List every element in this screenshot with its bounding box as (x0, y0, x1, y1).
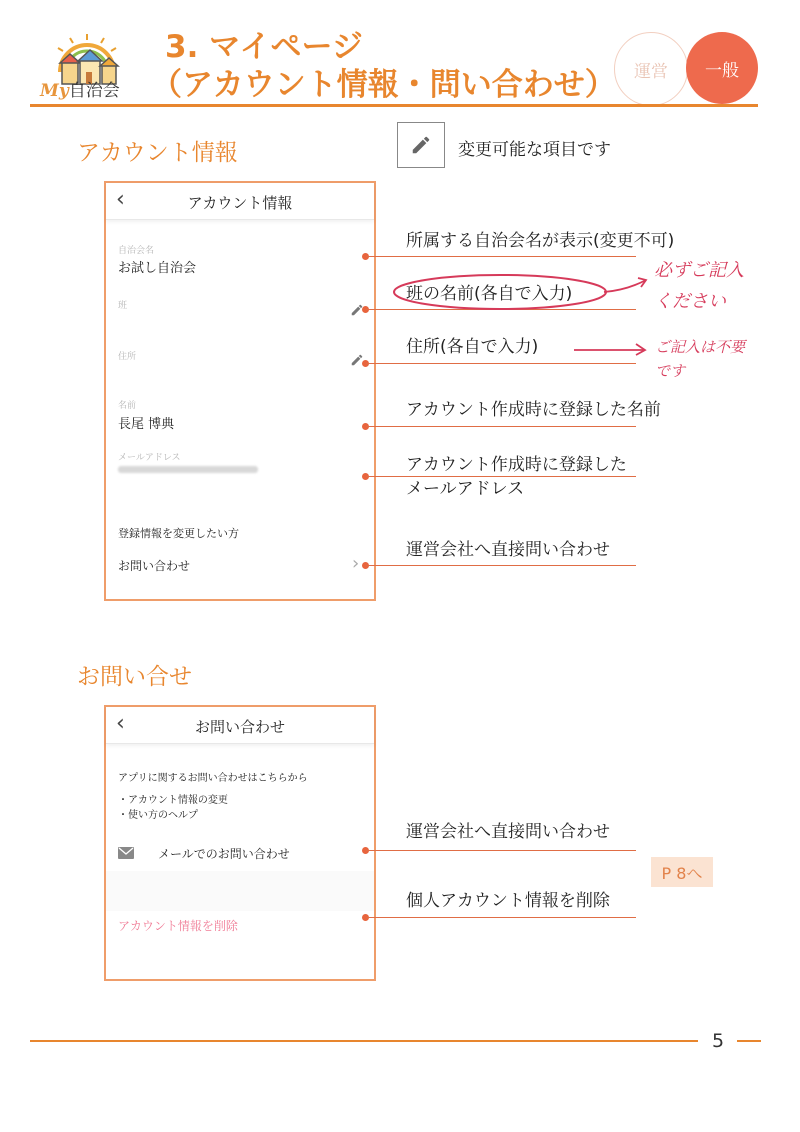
callout-line (366, 363, 636, 364)
page-title-line2: （アカウント情報・問い合わせ） (151, 67, 616, 103)
spacer-band (106, 871, 374, 911)
page-title-line1: 3. マイページ (165, 29, 363, 65)
contact-intro: アプリに関するお問い合わせはこちらから (118, 773, 308, 784)
email-blurred-value (118, 466, 258, 473)
account-phone-screen (104, 181, 376, 601)
page-number: 5 (712, 1030, 725, 1052)
role-badge-admin: 運営 (614, 32, 688, 106)
contact-screen-header (106, 707, 374, 744)
page-reference-stamp: P 8へ (651, 857, 713, 887)
delete-account-button[interactable]: アカウント情報を削除 (118, 919, 238, 933)
chevron-right-icon[interactable]: › (352, 553, 360, 574)
callout-line (366, 565, 636, 566)
field-label-email: メールアドレス (118, 453, 181, 463)
role-badge-general: 一般 (686, 32, 758, 104)
field-label-jichikai: 自治会名 (118, 246, 155, 256)
pencil-icon (410, 134, 432, 156)
mail-contact-button[interactable]: メールでのお問い合わせ (158, 847, 290, 861)
section-title-account: アカウント情報 (77, 140, 238, 166)
contact-screen-title: お問い合わせ (194, 718, 285, 736)
handwritten-note-optional-1: ご記入は不要 (655, 338, 746, 356)
account-screen-header (106, 183, 374, 220)
annotation-jichikai: 所属する自治会名が表示(変更不可) (406, 231, 675, 251)
red-circle-highlight (390, 272, 610, 312)
field-label-address[interactable]: 住所 (118, 352, 137, 362)
handwritten-arrow (602, 270, 652, 300)
field-label-name: 名前 (118, 401, 137, 411)
annotation-han: 班の名前(各自で入力) (406, 284, 573, 304)
callout-line (366, 917, 636, 918)
back-button[interactable]: ‹ (116, 711, 125, 736)
callout-line (366, 850, 636, 851)
annotation-mail-contact: 運営会社へ直接問い合わせ (406, 822, 610, 842)
callout-line (366, 256, 636, 257)
legend-text: 変更可能な項目です (458, 140, 611, 160)
section-title-contact: お問い合せ (77, 664, 192, 690)
back-button[interactable]: ‹ (116, 187, 125, 212)
account-screen-title: アカウント情報 (187, 194, 293, 212)
header-divider (30, 104, 758, 107)
handwritten-note-required-2: ください (654, 291, 726, 312)
annotation-name: アカウント作成時に登録した名前 (406, 400, 661, 420)
annotation-address: 住所(各自で入力) (406, 337, 539, 357)
contact-link-label[interactable]: お問い合わせ (118, 559, 191, 573)
annotation-delete: 個人アカウント情報を削除 (406, 891, 610, 911)
footer-divider (30, 1040, 698, 1042)
handwritten-note-optional-2: です (655, 362, 686, 380)
annotation-contact: 運営会社へ直接問い合わせ (406, 540, 610, 560)
annotation-email-line2: メールアドレス (406, 479, 525, 499)
footer-divider-end (737, 1040, 761, 1042)
field-value-jichikai: お試し自治会 (118, 261, 197, 276)
contact-bullet-account: ・アカウント情報の変更 (118, 795, 228, 806)
handwritten-arrow (572, 338, 652, 358)
handwritten-note-required-1: 必ずご記入 (654, 260, 744, 281)
logo-wordmark: My自治会 (40, 81, 120, 101)
callout-line (366, 426, 636, 427)
page-title (151, 28, 616, 104)
contact-phone-screen (104, 705, 376, 981)
field-label-han[interactable]: 班 (118, 301, 128, 311)
contact-bullet-help: ・使い方のヘルプ (118, 810, 198, 821)
field-value-name: 長尾 博典 (118, 417, 175, 432)
change-info-heading: 登録情報を変更したい方 (118, 527, 239, 540)
legend-pencil-box (397, 122, 445, 168)
annotation-email-line1: アカウント作成時に登録した (406, 455, 627, 475)
mail-icon[interactable] (118, 847, 134, 859)
